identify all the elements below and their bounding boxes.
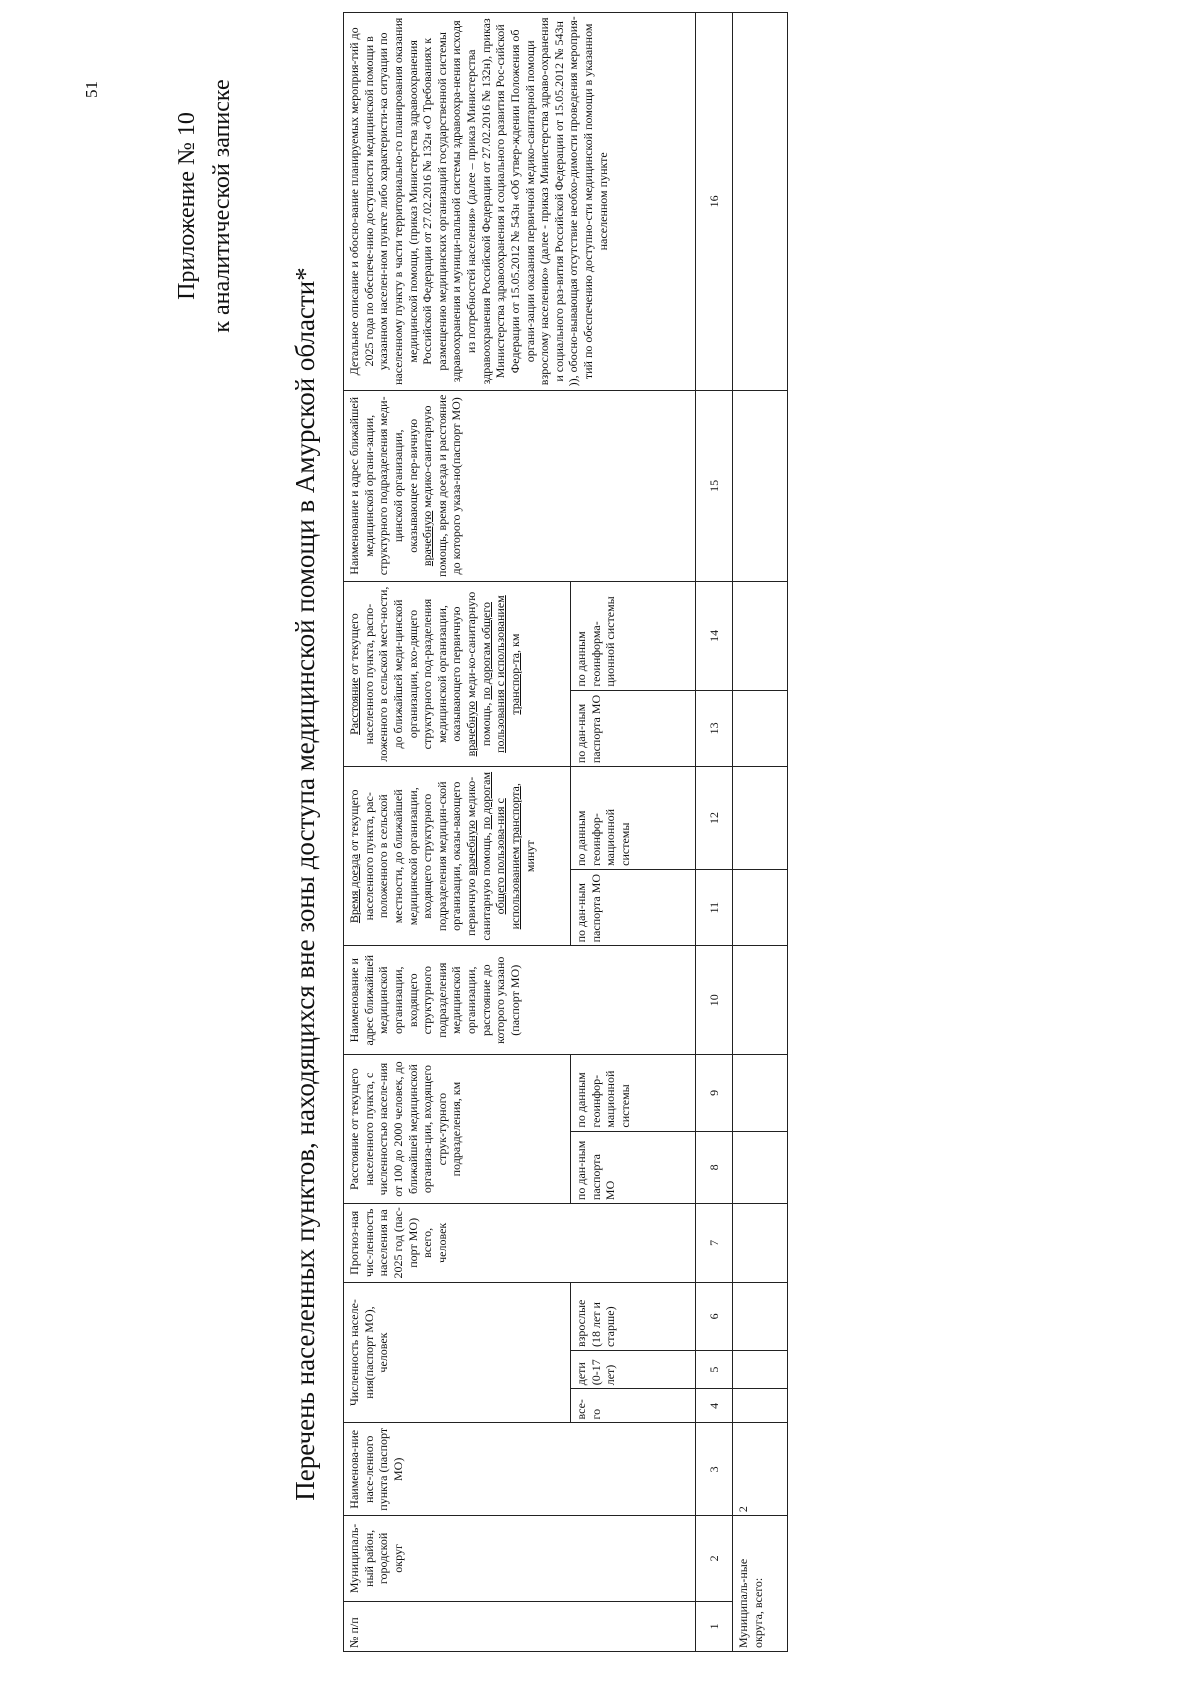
document-title: Перечень населенных пунктов, находящихся вне зоны доступа медицинской помощи в Амурской области* (290, 267, 320, 1501)
column-number: 16 (696, 13, 733, 391)
empty-cell (733, 690, 788, 767)
appendix-number: Приложение № 10 (174, 112, 200, 300)
appendix-subtitle: к аналитической записке (208, 79, 235, 333)
empty-cell (733, 1131, 788, 1203)
column-number: 9 (696, 1055, 733, 1132)
header-travel-time-underlined: Время доезда (347, 853, 361, 924)
header-measures-description: Детальное описание и обосно-вание планируемых мероприя-тий до 2025 года по обеспече-нию доступности медицинской помощи в указанном населен-ном пункте либо характеристи-ка ситуации по населенному пункту в части территориально-го планирования оказания медицинской помощи, (приказ Министерства здравоохранения Российской Федерации от 27.02.2016 № 132н «О Требованиях к размещению медицинских организаций государственной системы здравоохранения и муници-пальной системы здравоохра-нения исходя из потребностей населения» (далее – приказ Министерства здравоохранения Российской Федерации от 27.02.2016 № 132н), приказ Министерства здравоохранения и социального развития Рос-сийской Федерации от 15.05.2012 № 543н «Об утвер-ждении Положения об органи-зации оказания первичной медико-санитарной помощи взрослому населению» (далее - приказ Министерства здраво-охранения и социального раз-вития Российской Федерации от 15.05.2012 № 543н )), обосно-вывающая отсутствие необхо-димости проведения мероприя-тий по обеспечению доступно-сти медицинской помощи в указанном населенном пункте (344, 13, 696, 391)
header-travel-time-doctor: врачебную (464, 820, 478, 876)
subheader-distance-gis: по данным геоинфор-мационной системы (571, 1055, 696, 1132)
empty-cell (733, 946, 788, 1055)
subheader-time-gis: по данным геоинфор-мационной системы (571, 767, 696, 870)
header-road-distance-text: от текущего населенного пункта, распо-ложенного в сельской мест-ности, до ближайшей меди-цинской организации, вхо-дящего структурного под-разделения медицинской организации, оказывающего первичную (347, 586, 464, 762)
column-number: 8 (696, 1131, 733, 1203)
header-travel-time-text2: медико-санитарную помощь, (464, 776, 493, 941)
header-road-distance-text2: меди-ко-санитарную помощь, (464, 591, 493, 747)
column-number: 3 (696, 1423, 733, 1516)
empty-cell (733, 869, 788, 946)
subheader-time-passport: по дан-ным паспорта МО (571, 869, 696, 946)
header-nearest-organization: Наименование и адрес ближайшей медицинской организации, входящего структурного подразделения медицинской организации, расстояние до которого указано (паспорт МО) (344, 946, 696, 1055)
header-road-distance-doctor: врачебную (464, 701, 478, 757)
header-travel-time-unit: , минут (507, 783, 537, 873)
empty-cell (733, 390, 788, 581)
total-row (733, 13, 788, 1652)
header-travel-time-text: от текущего населенного пункта, рас-положенного в сельской местности, до ближайшей медицинской организации, входящего структурного подразделения медицин-ской организации, оказы-вающего первичную (347, 781, 478, 936)
header-primary-care-organization (344, 390, 696, 581)
empty-cell (733, 581, 788, 690)
total-label: Муниципаль-ные округа, всего: (733, 1516, 788, 1652)
column-number: 14 (696, 581, 733, 690)
header-population: Численность населе-ния(паспорт МО), человек (344, 1282, 571, 1423)
empty-cell (733, 1204, 788, 1283)
header-road-distance-roads: по дорогам общего пользования с использованием транспор-та (478, 595, 522, 753)
empty-cell (733, 767, 788, 870)
column-number-row (696, 13, 733, 1652)
header-number: № п/п (344, 1601, 696, 1651)
column-number: 15 (696, 390, 733, 581)
empty-cell (733, 13, 788, 391)
header-settlement-name: Наименова-ние насе-ленного пункта (паспорт МО) (344, 1423, 696, 1516)
header-travel-time-roads: по дорогам общего пользова-ния с использованием транспорта (478, 771, 522, 930)
header-primary-care-doctor: врачебную (420, 510, 435, 567)
empty-cell (733, 1389, 788, 1423)
column-number: 1 (696, 1601, 733, 1651)
column-number: 12 (696, 767, 733, 870)
header-forecast-population: Прогноз-ная чис-ленность населения на 2025 год (пас-порт МО) всего, человек (344, 1204, 696, 1283)
column-number: 2 (696, 1516, 733, 1602)
header-distance-100-2000: Расстояние от текущего населенного пункта, с численностью населе-ния от 100 до 2000 человек, до ближайшей медицинской организа-ции, входящего струк-турного подразделения, км (344, 1055, 571, 1204)
column-number: 4 (696, 1389, 733, 1423)
settlements-table (343, 12, 788, 1652)
header-road-distance-unit: , км (507, 633, 522, 653)
page-number: 51 (82, 81, 101, 98)
header-primary-care-text: Наименование и адрес ближайшей медицинской органи-зации, структурного подразделения меди-цинской организации, оказывающее пер-вичную (347, 396, 420, 576)
subheader-road-passport: по дан-ным паспорта МО (571, 690, 696, 767)
total-value: 2 (733, 1423, 788, 1516)
header-primary-care-text2: медико-санитарную помощь, время доезда и расстояние до которого указа-но(паспорт МО) (420, 394, 464, 577)
subheader-adults: взрослые (18 лет и старше) (571, 1282, 696, 1350)
column-number: 6 (696, 1282, 733, 1350)
empty-cell (733, 1282, 788, 1350)
column-number: 11 (696, 869, 733, 946)
empty-cell (733, 1351, 788, 1389)
header-travel-time (344, 767, 571, 946)
column-number: 10 (696, 946, 733, 1055)
empty-cell (733, 1055, 788, 1132)
column-number: 7 (696, 1204, 733, 1283)
subheader-road-gis: по данным геоинформа-ционной системы (571, 581, 696, 690)
column-number: 5 (696, 1351, 733, 1389)
header-district: Муниципаль-ный район, городской округ (344, 1516, 696, 1602)
header-road-distance (344, 581, 571, 766)
subheader-total: все-го (571, 1389, 696, 1423)
appendix-heading (170, 0, 240, 416)
column-number: 13 (696, 690, 733, 767)
header-row (344, 13, 571, 1652)
header-road-distance-underlined: Расстояние (347, 677, 361, 735)
subheader-distance-passport: по дан-ным паспорта МО (571, 1131, 696, 1203)
subheader-children: дети (0-17 лет) (571, 1351, 696, 1389)
